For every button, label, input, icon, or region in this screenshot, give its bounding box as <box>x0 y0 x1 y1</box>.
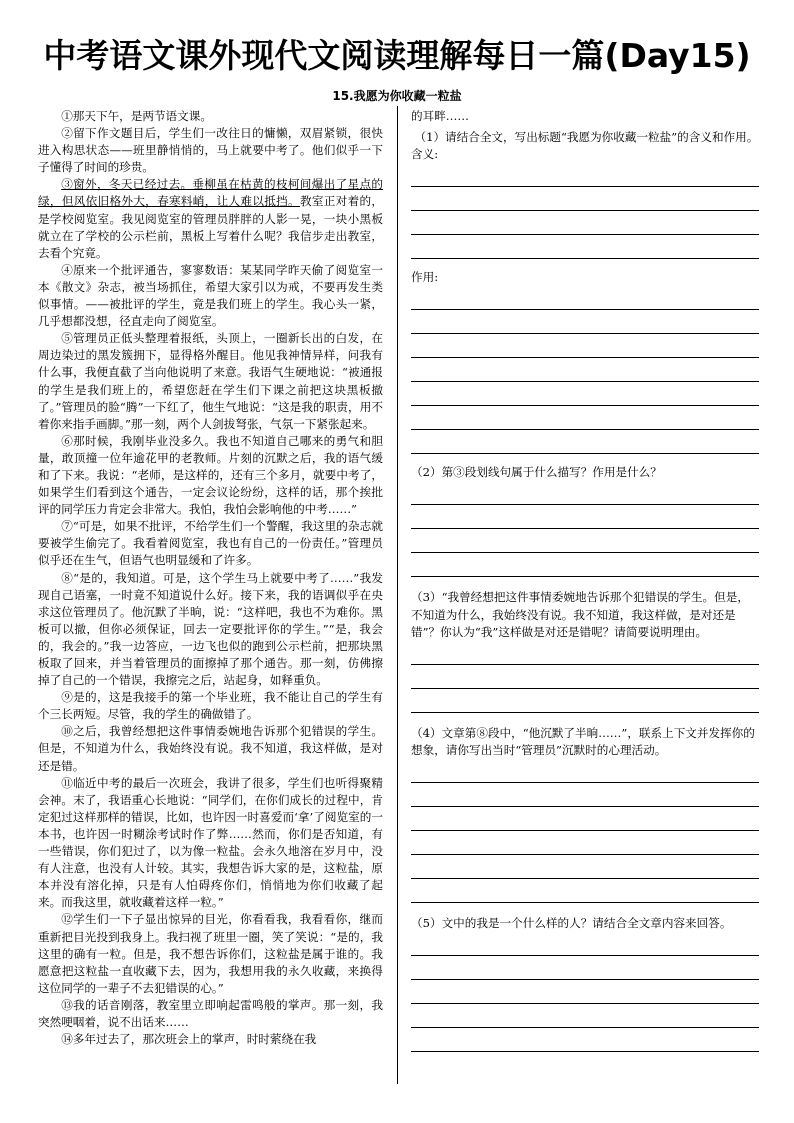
answer-line[interactable] <box>411 310 759 334</box>
answer-line[interactable] <box>411 163 759 187</box>
answer-line[interactable] <box>411 783 759 807</box>
paragraph-13: ⑬我的话音刚落，教室里立即响起雷鸣般的掌声。那一刻，我突然哽咽着，说不出话来…… <box>38 997 383 1029</box>
answer-line[interactable] <box>411 406 759 430</box>
paragraph-3-rest: 教室正对着的，是学校阅览室。我见阅览室的管理员胖胖的人影一晃，一块小黑板就立在了学校的公示栏前，黑板上写着什么呢？我信步走出教室，去看个究竟。 <box>38 194 383 260</box>
answer-line[interactable] <box>411 855 759 879</box>
answer-line[interactable] <box>411 980 759 1004</box>
paragraph-6: ⑥那时候，我刚毕业没多久。我也不知道自己哪来的勇气和胆量，敢顶撞一位年逾花甲的老教师。片刻的沉默之后，我的语气缓和了下来。我说：“老师，是这样的，还有三个多月，就要中考了，如果学生们看到这个通告，一定会议论纷纷，这样的话，那个挨批评的同学压力肯定会非常大。我怕，我怕会影响他的中考……” <box>38 433 383 517</box>
answer-line[interactable] <box>411 1028 759 1052</box>
paragraph-5: ⑤管理员正低头整理着报纸，头顶上，一圈新长出的白发，在周边染过的黑发簇拥下，显得格外醒目。他见我神情异样，问我有什么事，我便直截了当向他说明了来意。我语气生硬地说：“被通报的学生是我们班上的，希望您赶在学生们下课之前把这块黑板撤了。”管理员的脸“腾”一下红了，他生气地说：“这是我的职责，用不着你来指手画脚。”那一刻，两个人剑拔弩张，气氛一下紧张起来。 <box>38 331 383 431</box>
answer-line[interactable] <box>411 481 759 505</box>
paragraph-14: ⑭多年过去了，那次班会上的掌声，时时萦绕在我 <box>61 1032 317 1047</box>
column-divider <box>397 106 398 1084</box>
answer-line[interactable] <box>411 932 759 956</box>
answer-line[interactable] <box>411 334 759 358</box>
paragraph-8: ⑧“是的，我知道。可是，这个学生马上就要中考了……”我发现自己语塞，一时竟不知道说什么好。接下来，我的语调似乎在央求这位管理员了。他沉默了半晌，说：“这样吧，我也不为难你。黑板可以撤，但你必须保证，回去一定要批评你的学生。”“是，我会的，我会的。”我一边答应，一边飞也似的跑到公示栏前，把那块黑板取了回来，并当着管理员的面擦掉了那个通告。那一刻，仿佛擦掉了自己的一个错误，我擦完之后，站起身，如释重负。 <box>38 570 383 688</box>
answer-line[interactable] <box>411 759 759 783</box>
paragraph-3 <box>38 176 383 261</box>
paragraph-2: ②留下作文题目后，学生们一改往日的慵懒，双眉紧锁，很快进入构思状态——班里静悄悄的，马上就要中考了。他们似乎一下子懂得了时间的珍贵。 <box>38 126 383 175</box>
answer-line[interactable] <box>411 956 759 980</box>
answer-line[interactable] <box>411 641 759 665</box>
answer-line[interactable] <box>411 187 759 211</box>
answer-line[interactable] <box>411 382 759 406</box>
question-1: （1）请结合全文，写出标题“我愿为你收藏一粒盐”的含义和作用。 <box>414 130 759 145</box>
question-1-meaning-label: 含义: <box>411 147 439 162</box>
answer-line[interactable] <box>411 665 759 689</box>
answer-line[interactable] <box>411 529 759 553</box>
paragraph-10: ⑩之后，我曾经想把这件事情委婉地告诉那个犯错误的学生。但是，不知道为什么，我始终没有说。我不知道，我这样做，是对还是错。 <box>38 724 383 773</box>
answer-line[interactable] <box>411 807 759 831</box>
article-column <box>38 108 383 1088</box>
paragraph-9: ⑨是的，这是我接手的第一个毕业班，我不能让自己的学生有个三长两短。尽管，我的学生的确做错了。 <box>38 690 383 722</box>
answer-line[interactable] <box>411 358 759 382</box>
paragraph-1: ①那天下午，是两节语文课。 <box>61 109 212 123</box>
answer-line[interactable] <box>411 286 759 310</box>
answer-line[interactable] <box>411 879 759 903</box>
answer-line[interactable] <box>411 235 759 259</box>
answer-line[interactable] <box>411 430 759 454</box>
page-title: 中考语文课外现代文阅读理解每日一篇(Day15) <box>43 36 751 75</box>
question-2: （2）第③段划线句属于什么描写？作用是什么？ <box>411 465 662 480</box>
answer-line[interactable] <box>411 689 759 713</box>
question-4: （4）文章第⑧段中，“他沉默了半晌……”，联系上下文并发挥你的想象，请你写出当时“管理员”沉默时的心理活动。 <box>411 725 755 757</box>
answer-line[interactable] <box>411 1004 759 1028</box>
underlined-sentence: ③窗外，冬天已经过去。垂柳虽在枯黄的枝柯间爆出了星点的绿，但风依旧格外大，春寒料峭，让人难以抵挡。 <box>38 177 383 209</box>
paragraph-14-continued: 的耳畔…… <box>411 109 469 123</box>
question-5: （5）文中的我是一个什么样的人？请结合全文章内容来回答。 <box>411 915 732 930</box>
question-1-effect-label: 作用: <box>411 270 439 285</box>
answer-line[interactable] <box>411 831 759 855</box>
paragraph-11: ⑪临近中考的最后一次班会，我讲了很多，学生们也听得聚精会神。末了，我语重心长地说：“同学们，在你们成长的过程中，肯定犯过这样那样的错误，比如，也许因一时喜爱而‘拿’了阅览室的一本书，也许因一时糊涂考试时作了弊……然而，你们是否知道，有一些错误，你们犯过了，以为像一粒盐。会永久地溶在岁月中，没有人注意，也没有人计较。其实，我想告诉大家的是，这粒盐，原本并没有溶化掉，只是有人怕碍疼你们，悄悄地为你们收藏了起来。而我这里，就收藏着这样一粒。” <box>38 775 383 910</box>
answer-line[interactable] <box>411 211 759 235</box>
questions-column <box>411 108 759 1088</box>
answer-line[interactable] <box>411 553 759 577</box>
article-title: 15.我愿为你收藏一粒盐 <box>332 89 462 103</box>
paragraph-4: ④原来一个批评通告，寥寥数语：某某同学昨天偷了阅览室一本《散文》杂志，被当场抓住，希望大家引以为戒，不要再发生类似事情。——被批评的学生，竟是我们班上的学生。我心头一紧，几乎想都没想，径直走向了阅览室。 <box>38 262 383 329</box>
answer-line[interactable] <box>411 505 759 529</box>
question-3: （3）“我曾经想把这件事情委婉地告诉那个犯错误的学生。但是，不知道为什么，我始终没有说。我不知道，我这样做，是对还是错”？你认为“我”这样做是对还是错呢？请简要说明理由。 <box>411 590 749 639</box>
paragraph-7: ⑦“可是，如果不批评，不给学生们一个警醒，我这里的杂志就要被学生偷完了。我看着阅览室，我也有自己的一份责任。”管理员似乎还在生气，但语气也明显缓和了许多。 <box>38 519 383 568</box>
paragraph-12: ⑫学生们一下子显出惊异的目光，你看看我，我看看你，继而重新把目光投到我身上。我扫视了班里一圈，笑了笑说：“是的，我这里的确有一粒。但是，我不想告诉你们，这粒盐是属于谁的。我愿意把这粒盐一直收藏下去，因为，我想用我的永久收藏，来换得这位同学的一辈子不去犯错误的心。” <box>38 912 383 995</box>
